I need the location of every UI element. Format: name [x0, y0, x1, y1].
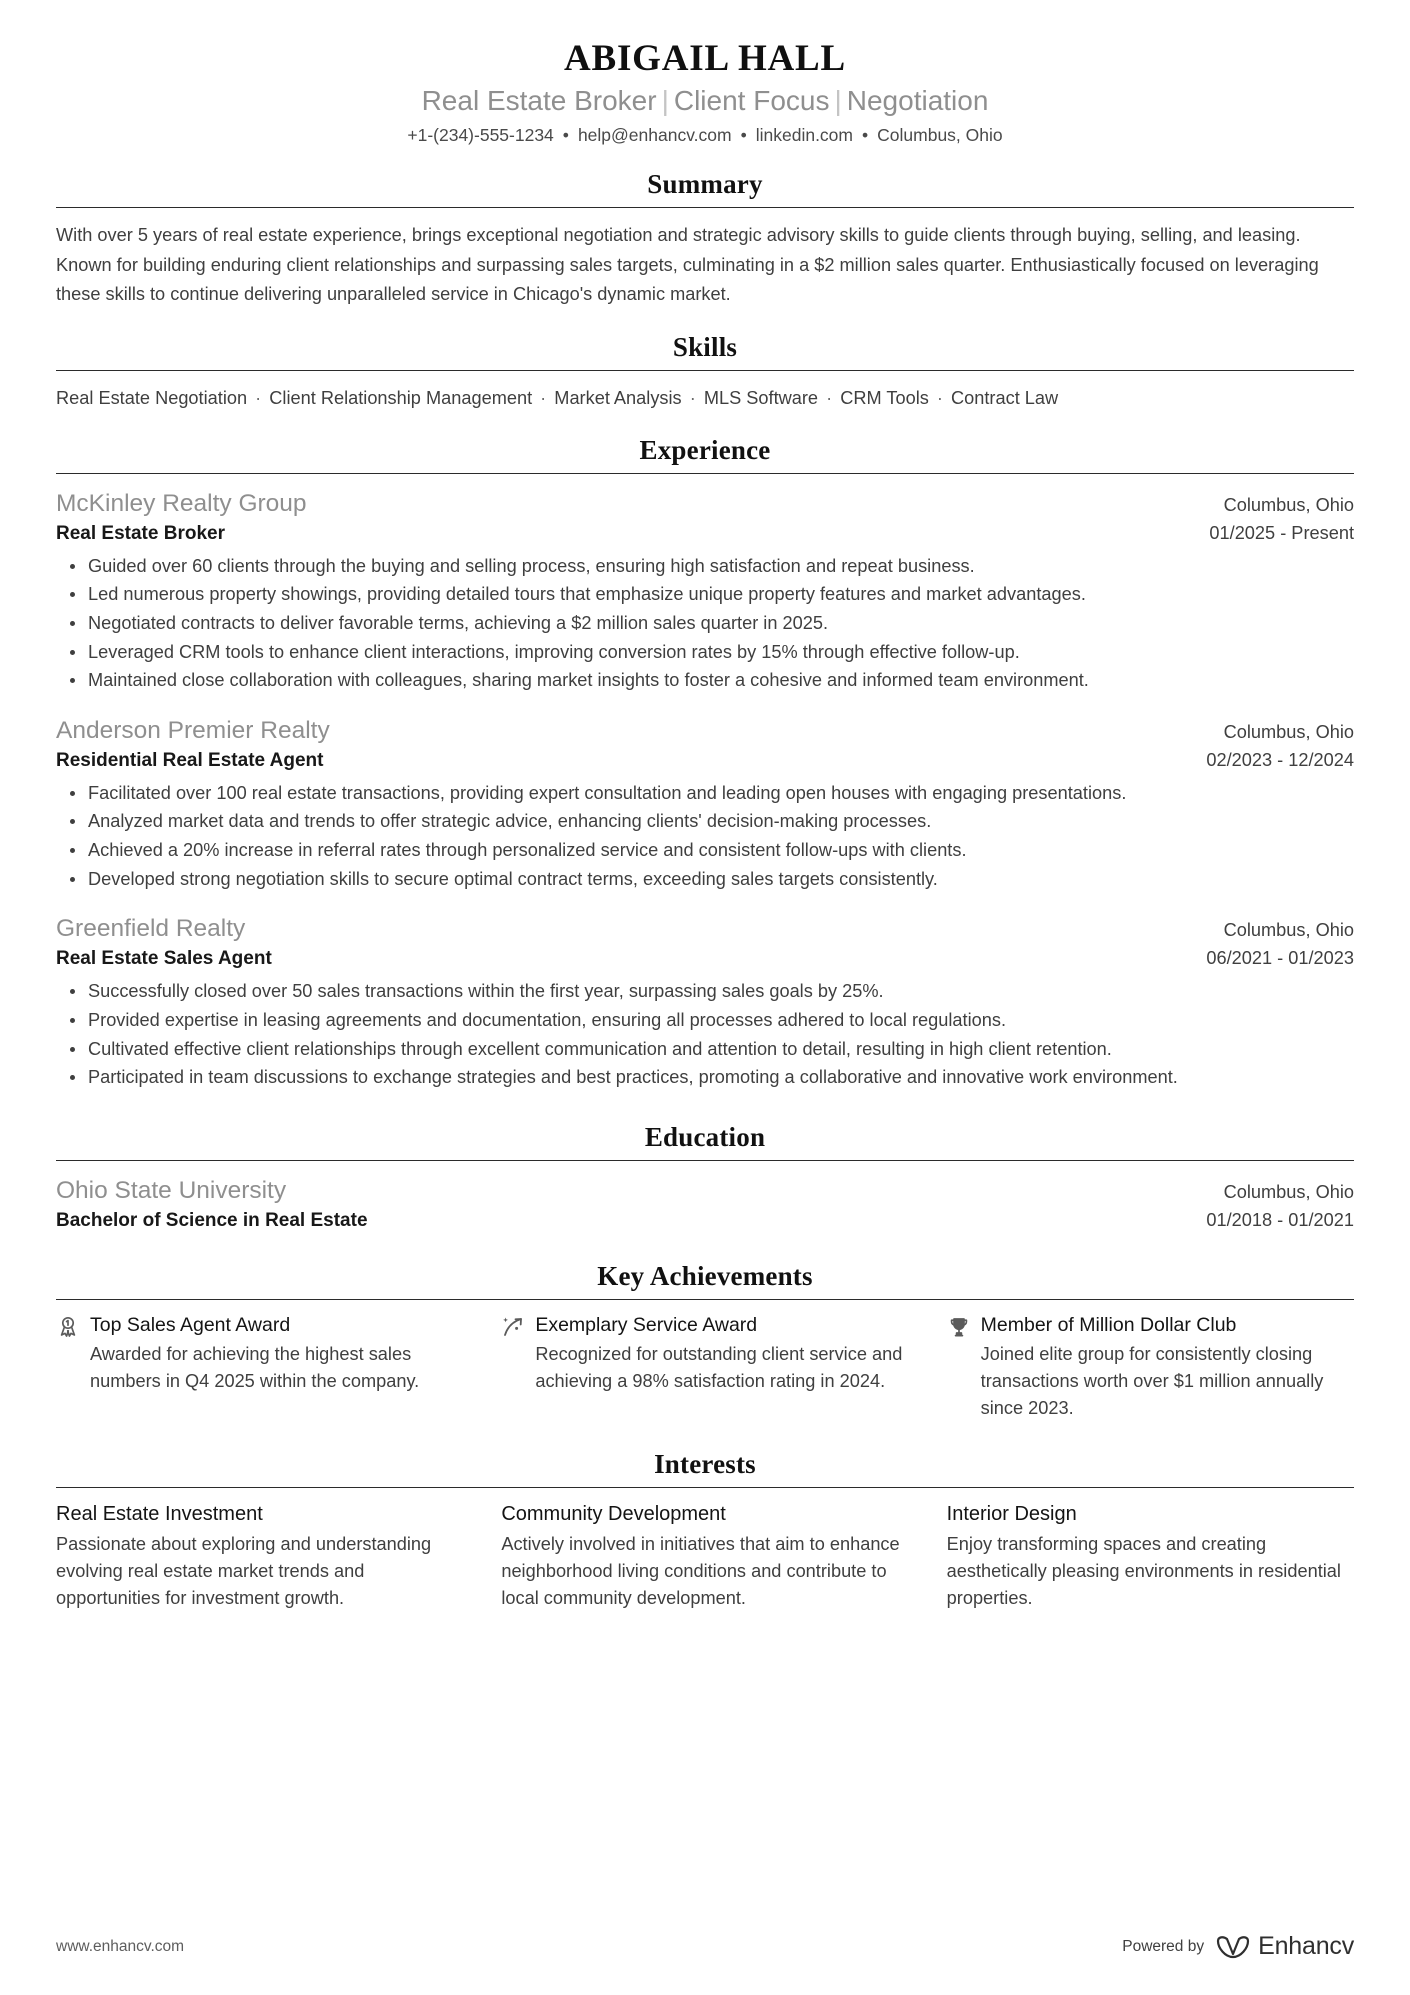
job-dates: 01/2025 - Present — [1209, 522, 1354, 543]
section-heading-key-achievements: Key Achievements — [597, 1260, 813, 1291]
experience-entry-header — [56, 912, 1354, 946]
section-heading-education: Education — [644, 1121, 766, 1152]
skill-item: MLS Software — [703, 387, 819, 408]
education-entry — [56, 1174, 1354, 1235]
skill-item: Market Analysis — [554, 387, 682, 408]
footer-url[interactable]: www.enhancv.com — [56, 1937, 185, 1955]
experience-entry-subheader — [56, 521, 1354, 548]
school-name: Ohio State University — [56, 1176, 287, 1204]
responsibility-item: Maintained close collaboration with colleagues, sharing market insights to foster a cohesive and informed team environment. — [86, 667, 1354, 695]
job-title: Real Estate Broker — [56, 522, 225, 544]
job-responsibilities — [56, 553, 1354, 695]
award-ribbon-icon — [56, 1315, 80, 1339]
contact-phone: +1-(234)-555-1234 — [407, 124, 554, 145]
enhancv-logo — [1215, 1932, 1354, 1961]
interest-description: Actively involved in initiatives that aim to enhance neighborhood living conditions and contribute to local community development. — [501, 1533, 900, 1609]
contact-email[interactable]: help@enhancv.com — [577, 124, 732, 145]
key-achievement-title: Exemplary Service Award — [535, 1313, 758, 1336]
responsibility-item: Facilitated over 100 real estate transactions, providing expert consultation and leading open houses with engaging presentations. — [86, 780, 1354, 808]
job-location: Columbus, Ohio — [1223, 920, 1354, 941]
key-achievement-description: Recognized for outstanding client service and achieving a 98% satisfaction rating in 2024. — [535, 1343, 903, 1391]
degree-title: Bachelor of Science in Real Estate — [56, 1209, 368, 1231]
section-divider — [56, 1160, 1354, 1161]
headline-separator: | — [661, 84, 669, 116]
skill-separator: · — [250, 387, 267, 408]
key-achievement-item — [501, 1313, 908, 1423]
contact-website[interactable]: linkedin.com — [755, 124, 853, 145]
key-achievement-header — [947, 1313, 1348, 1339]
job-location: Columbus, Ohio — [1223, 722, 1354, 743]
responsibility-item: Led numerous property showings, providing detailed tours that emphasize unique property features and market advantages. — [86, 581, 1354, 609]
headline-separator: | — [834, 84, 842, 116]
skill-separator: · — [684, 387, 701, 408]
job-dates: 02/2023 - 12/2024 — [1206, 749, 1354, 770]
section-divider — [56, 207, 1354, 208]
responsibility-item: Successfully closed over 50 sales transactions within the first year, surpassing sales goals by 25%. — [86, 978, 1354, 1006]
experience-entry-header — [56, 714, 1354, 748]
education-entry-subheader — [56, 1208, 1354, 1235]
professional-headline — [56, 83, 1354, 119]
contact-separator: • — [740, 124, 747, 145]
contact-separator: • — [562, 124, 569, 145]
resume-header — [56, 38, 1354, 147]
interest-title: Community Development — [501, 1502, 726, 1525]
interest-item — [56, 1501, 463, 1613]
responsibility-item: Leveraged CRM tools to enhance client interactions, improving conversion rates by 15% through effective follow-up. — [86, 639, 1354, 667]
key-achievement-header — [501, 1313, 902, 1339]
key-achievement-title: Member of Million Dollar Club — [980, 1313, 1237, 1336]
skill-separator: · — [931, 387, 949, 408]
section-heading-skills: Skills — [672, 331, 738, 362]
contact-separator: • — [862, 124, 869, 145]
page-footer — [56, 1932, 1354, 1961]
responsibility-item: Provided expertise in leasing agreements and documentation, ensuring all processes adhered to local regulations. — [86, 1007, 1354, 1035]
section-heading-summary: Summary — [647, 169, 763, 200]
responsibility-item: Negotiated contracts to deliver favorable terms, achieving a $2 million sales quarter in 2025. — [86, 610, 1354, 638]
headline-part-3: Negotiation — [846, 84, 989, 116]
summary-text: With over 5 years of real estate experience, brings exceptional negotiation and strategic advisory skills to guide clients through buying, selling, and leasing. Known for building enduring client relationships and surpassing sales targets, culminating in a $2 million sales quarter. Enthusiastically focused on leveraging these skills to continue delivering unparalleled service in Chicago's dynamic market. — [56, 225, 1319, 305]
job-location: Columbus, Ohio — [1223, 495, 1354, 516]
contact-location: Columbus, Ohio — [877, 124, 1003, 145]
enhancv-mark-icon — [1215, 1934, 1251, 1960]
headline-part-2: Client Focus — [673, 84, 830, 116]
section-key-achievements — [56, 1261, 1354, 1423]
key-achievement-title: Top Sales Agent Award — [90, 1313, 291, 1336]
responsibility-item: Guided over 60 clients through the buying and selling process, ensuring high satisfaction and repeat business. — [86, 553, 1354, 581]
enhancv-wordmark: Enhancv — [1258, 1932, 1354, 1960]
section-summary — [56, 169, 1354, 309]
responsibility-item: Participated in team discussions to exchange strategies and best practices, promoting a collaborative and innovative work environment. — [86, 1064, 1354, 1092]
job-responsibilities — [56, 978, 1354, 1092]
page-title: ABIGAIL HALL — [563, 38, 847, 79]
section-heading-experience: Experience — [639, 435, 771, 466]
skill-separator: · — [535, 387, 552, 408]
footer-branding — [1122, 1932, 1354, 1961]
job-title: Residential Real Estate Agent — [56, 749, 324, 771]
education-dates: 01/2018 - 01/2021 — [1206, 1209, 1354, 1230]
skill-separator: · — [821, 387, 838, 408]
education-entries — [56, 1174, 1354, 1235]
interests-grid — [56, 1501, 1354, 1613]
experience-entry-header — [56, 487, 1354, 521]
sparkle-arrow-icon — [501, 1315, 525, 1339]
key-achievement-description: Joined elite group for consistently closing transactions worth over $1 million annually since 2023. — [980, 1343, 1324, 1419]
interest-item — [947, 1501, 1354, 1613]
interest-description: Enjoy transforming spaces and creating aesthetically pleasing environments in residential properties. — [946, 1533, 1341, 1609]
section-heading-interests: Interests — [654, 1448, 756, 1479]
section-interests — [56, 1449, 1354, 1613]
key-achievement-header — [56, 1313, 457, 1339]
section-divider — [56, 1299, 1354, 1300]
responsibility-item: Cultivated effective client relationships through excellent communication and attention to detail, resulting in high client retention. — [86, 1036, 1354, 1064]
interest-title: Interior Design — [946, 1502, 1077, 1525]
experience-entry — [56, 487, 1354, 695]
job-title: Real Estate Sales Agent — [56, 948, 272, 970]
interest-title: Real Estate Investment — [56, 1502, 263, 1525]
experience-entry — [56, 912, 1354, 1091]
skill-item: Client Relationship Management — [269, 387, 533, 408]
responsibility-item: Developed strong negotiation skills to secure optimal contract terms, exceeding sales targets consistently. — [86, 866, 1354, 894]
skill-item: CRM Tools — [840, 387, 929, 408]
responsibility-item: Achieved a 20% increase in referral rates through personalized service and consistent follow-ups with clients. — [86, 837, 1354, 865]
section-skills — [56, 332, 1354, 413]
section-divider — [56, 473, 1354, 474]
key-achievement-item — [56, 1313, 463, 1423]
responsibility-item: Analyzed market data and trends to offer strategic advice, enhancing clients' decision-making processes. — [86, 808, 1354, 836]
company-name: McKinley Realty Group — [56, 490, 307, 518]
job-dates: 06/2021 - 01/2023 — [1206, 948, 1354, 969]
section-education — [56, 1122, 1354, 1235]
experience-entry-subheader — [56, 748, 1354, 775]
section-experience — [56, 435, 1354, 1092]
section-divider — [56, 1487, 1354, 1488]
key-achievement-item — [947, 1313, 1354, 1423]
interest-description: Passionate about exploring and understanding evolving real estate market trends and opportunities for investment growth. — [56, 1533, 432, 1609]
company-name: Anderson Premier Realty — [56, 717, 330, 745]
job-responsibilities — [56, 780, 1354, 894]
key-achievements-grid — [56, 1313, 1354, 1423]
experience-entries — [56, 487, 1354, 1092]
experience-entry — [56, 714, 1354, 893]
trophy-icon — [947, 1315, 971, 1339]
interest-item — [501, 1501, 908, 1613]
key-achievement-description: Awarded for achieving the highest sales numbers in Q4 2025 within the company. — [90, 1343, 420, 1391]
experience-entry-subheader — [56, 946, 1354, 973]
school-location: Columbus, Ohio — [1223, 1181, 1354, 1202]
contact-line — [56, 123, 1354, 148]
powered-by-label: Powered by — [1122, 1937, 1205, 1955]
headline-part-1: Real Estate Broker — [421, 84, 657, 116]
skills-list — [56, 384, 1354, 413]
education-entry-header — [56, 1174, 1354, 1208]
company-name: Greenfield Realty — [56, 915, 246, 943]
skill-item: Contract Law — [951, 387, 1059, 408]
section-divider — [56, 370, 1354, 371]
skill-item: Real Estate Negotiation — [56, 387, 248, 408]
